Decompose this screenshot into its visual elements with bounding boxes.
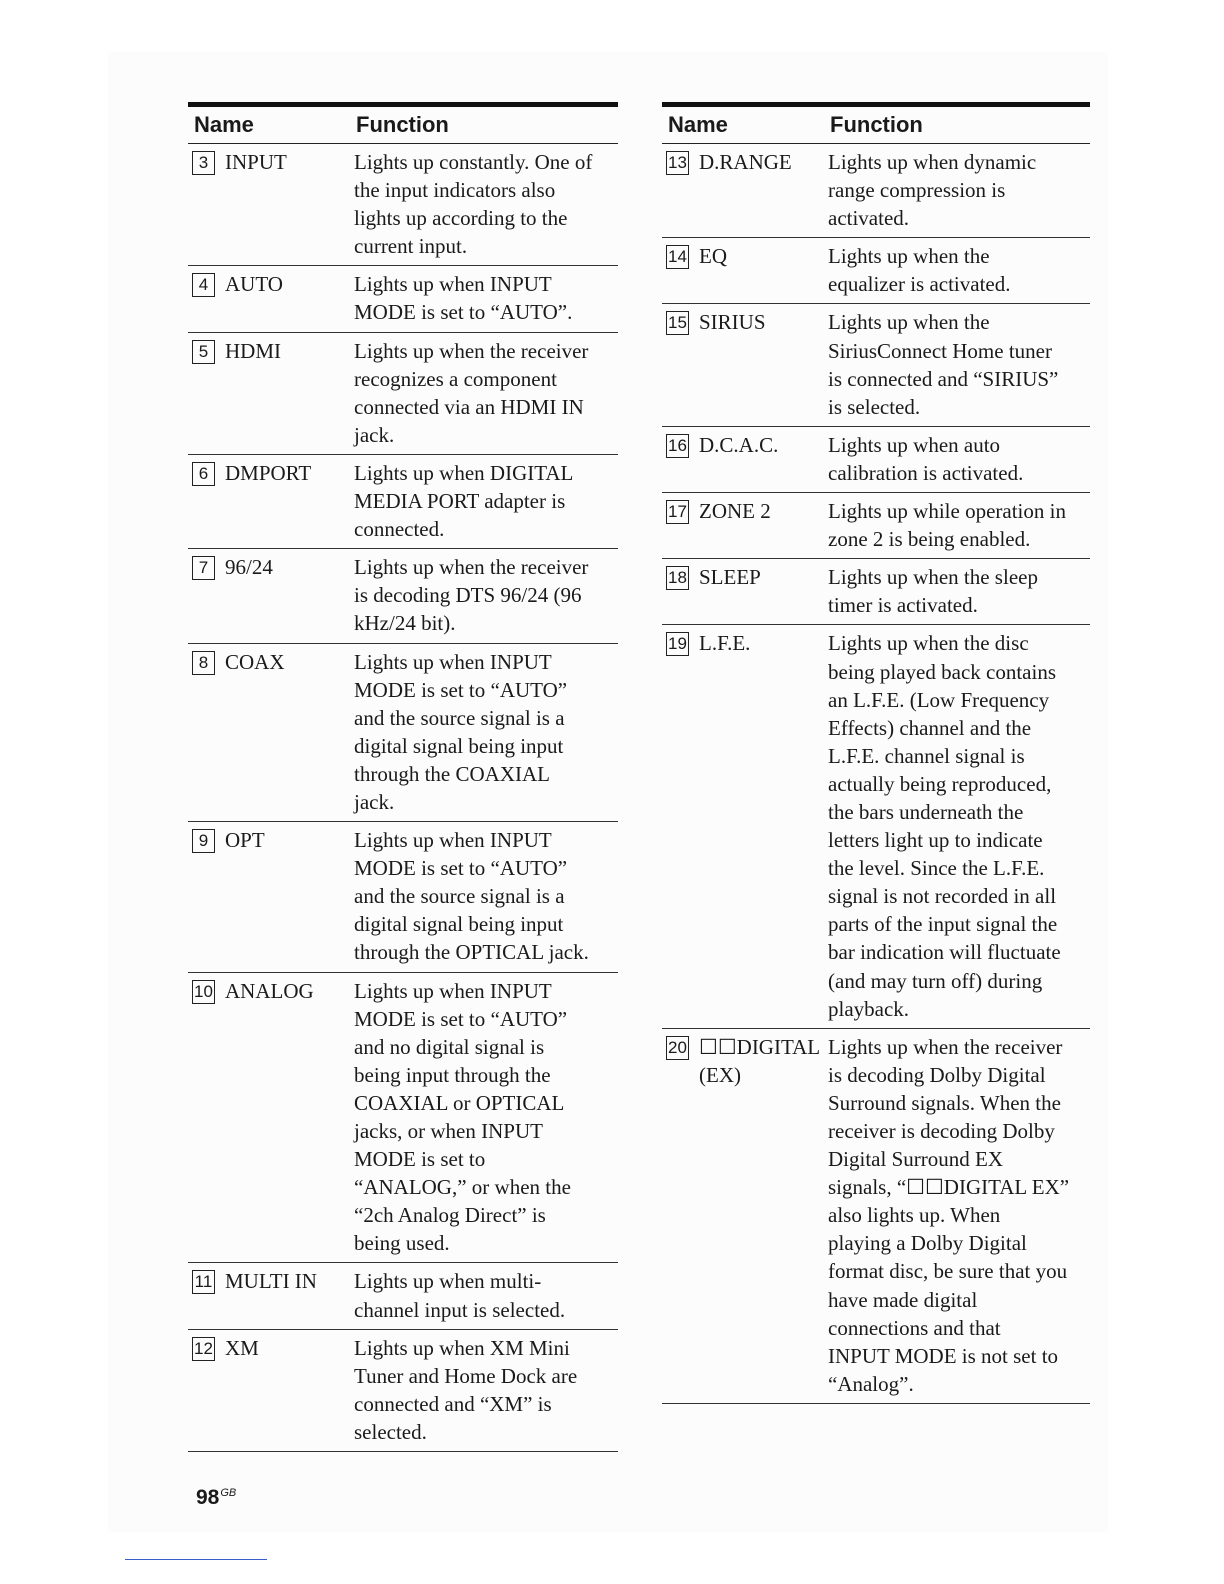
indicator-name: ANALOG <box>225 978 314 1003</box>
indicator-name: DMPORT <box>225 460 312 485</box>
function-header: Function <box>830 112 923 137</box>
name-cell <box>188 648 354 817</box>
indicator-name: HDMI <box>225 338 281 363</box>
function-header: Function <box>356 112 449 137</box>
item-number-badge: 5 <box>192 340 215 364</box>
item-number-badge: 3 <box>192 151 215 175</box>
table-row <box>188 333 618 455</box>
table-row <box>188 644 618 823</box>
name-cell <box>188 270 354 326</box>
function-cell: Lights up when the receiver is decoding DTS 96/24 (96 kHz/24 bit). <box>354 555 589 636</box>
indicator-name: ☐☐DIGITAL (EX) <box>699 1034 821 1087</box>
name-cell <box>188 1267 354 1323</box>
table-row <box>662 1029 1090 1404</box>
item-number-badge: 4 <box>192 273 215 297</box>
item-number-badge: 20 <box>666 1036 689 1060</box>
function-cell: Lights up when multi- channel input is selected. <box>354 1269 566 1322</box>
table-row <box>662 238 1090 304</box>
indicator-name: AUTO <box>225 272 283 297</box>
indicator-name: OPT <box>225 828 265 853</box>
function-cell: Lights up when the disc being played back contains an L.F.E. (Low Frequency Effects) channel and the L.F.E. channel signal is actually being reproduced, the bars underneath the letters light up to indicate the level. Since the L.F.E. signal is not recorded in all parts of the input signal the bar indication will fluctuate (and may turn off) during playback. <box>828 631 1061 1021</box>
table-row <box>662 304 1090 426</box>
function-cell: Lights up when the receiver recognizes a component connected via an HDMI IN jack. <box>354 338 589 447</box>
item-number-badge: 14 <box>666 245 689 269</box>
item-number-badge: 11 <box>192 1270 215 1294</box>
name-cell <box>662 308 828 420</box>
indicator-name: MULTI IN <box>225 1269 317 1294</box>
left-table-body <box>188 144 618 1452</box>
table-row <box>188 822 618 972</box>
item-number-badge: 8 <box>192 651 215 675</box>
name-header: Name <box>668 112 728 137</box>
table-row <box>188 455 618 549</box>
indicator-name: SIRIUS <box>699 310 766 335</box>
function-cell: Lights up when the receiver is decoding Dolby Digital Surround signals. When the receiver is decoding Dolby Digital Surround EX signals, “☐☐DIGITAL EX” also lights up. When playing a Dolby Digital format disc, be sure that you have made digital connections and that INPUT MODE is not set to “Analog”. <box>828 1034 1070 1396</box>
function-cell: Lights up when the sleep timer is activated. <box>828 565 1038 618</box>
name-cell <box>188 553 354 637</box>
function-cell: Lights up when dynamic range compression is activated. <box>828 150 1037 231</box>
function-cell: Lights up when the equalizer is activated. <box>828 244 1011 297</box>
item-number-badge: 6 <box>192 462 215 486</box>
name-cell <box>662 148 828 232</box>
indicator-name: XM <box>225 1335 259 1360</box>
function-cell: Lights up when the SiriusConnect Home tuner is connected and “SIRIUS” is selected. <box>828 310 1059 419</box>
indicator-name: SLEEP <box>699 565 761 590</box>
name-cell <box>662 629 828 1022</box>
left-table <box>188 102 618 1452</box>
name-cell <box>662 1033 828 1398</box>
table-row <box>188 1330 618 1452</box>
table-row <box>662 427 1090 493</box>
item-number-badge: 7 <box>192 556 215 580</box>
name-cell <box>188 148 354 260</box>
table-row <box>188 144 618 266</box>
footer-rule <box>125 1559 267 1560</box>
indicator-name: EQ <box>699 244 727 269</box>
name-cell <box>188 1334 354 1446</box>
item-number-badge: 18 <box>666 566 689 590</box>
function-cell: Lights up constantly. One of the input indicators also lights up according to the current input. <box>354 150 593 259</box>
table-row <box>662 559 1090 625</box>
table-row <box>662 493 1090 559</box>
item-number-badge: 12 <box>192 1337 215 1361</box>
table-row <box>188 973 618 1264</box>
item-number-badge: 15 <box>666 311 689 335</box>
function-cell: Lights up when DIGITAL MEDIA PORT adapter is connected. <box>354 460 574 542</box>
name-cell <box>188 977 354 1258</box>
table-row <box>188 266 618 332</box>
indicator-name: ZONE 2 <box>699 499 771 524</box>
item-number-badge: 19 <box>666 632 689 656</box>
name-cell <box>662 563 828 619</box>
function-cell: Lights up when INPUT MODE is set to “AUTO” and no digital signal is being input through the COAXIAL or OPTICAL jacks, or when INPUT MODE is set to “ANALOG,” or when the “2ch Analog Direct” is being used. <box>354 978 571 1256</box>
item-number-badge: 9 <box>192 829 215 853</box>
name-cell <box>188 826 354 966</box>
table-row <box>188 1263 618 1329</box>
item-number-badge: 16 <box>666 434 689 458</box>
table-row <box>662 144 1090 238</box>
right-table-body <box>662 144 1090 1404</box>
indicator-name: COAX <box>225 649 285 674</box>
function-cell: Lights up when auto calibration is activated. <box>828 432 1024 485</box>
function-cell: Lights up when INPUT MODE is set to “AUTO”. <box>354 272 573 325</box>
name-cell <box>662 431 828 487</box>
right-table <box>662 102 1090 1404</box>
name-cell <box>662 242 828 298</box>
name-cell <box>188 459 354 543</box>
left-table-header <box>188 102 618 144</box>
indicator-name: D.C.A.C. <box>699 432 779 457</box>
indicator-name: INPUT <box>225 150 287 174</box>
item-number-badge: 13 <box>666 151 689 175</box>
indicator-name: 96/24 <box>225 555 273 580</box>
name-cell <box>188 337 354 449</box>
name-header: Name <box>194 112 254 137</box>
table-row <box>662 625 1090 1028</box>
indicator-name: L.F.E. <box>699 631 751 656</box>
function-cell: Lights up when XM Mini Tuner and Home Dock are connected and “XM” is selected. <box>354 1335 578 1444</box>
name-cell <box>662 497 828 553</box>
function-cell: Lights up while operation in zone 2 is being enabled. <box>828 499 1066 552</box>
function-cell: Lights up when INPUT MODE is set to “AUTO” and the source signal is a digital signal being input through the OPTICAL jack. <box>354 828 589 965</box>
item-number-badge: 10 <box>192 980 215 1004</box>
table-row <box>188 549 618 643</box>
function-cell: Lights up when INPUT MODE is set to “AUTO” and the source signal is a digital signal being input through the COAXIAL jack. <box>354 649 568 814</box>
page-number: $98^{GB}$ <box>196 1486 237 1509</box>
right-table-header <box>662 102 1090 144</box>
item-number-badge: 17 <box>666 500 689 524</box>
indicator-name: D.RANGE <box>699 150 792 174</box>
